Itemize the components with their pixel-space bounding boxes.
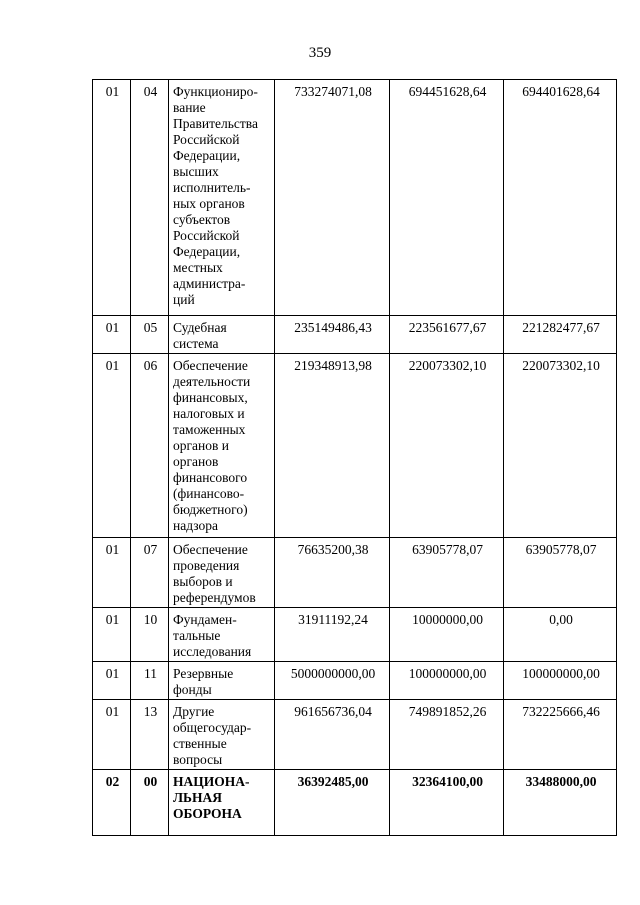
value-1: 36392485,00 — [275, 770, 390, 836]
table-row — [93, 770, 617, 836]
section-code: 01 — [93, 700, 131, 770]
value-1: 31911192,24 — [275, 608, 390, 662]
table-row — [93, 316, 617, 354]
section-code: 01 — [93, 316, 131, 354]
value-1: 5000000000,00 — [275, 662, 390, 700]
table-row — [93, 662, 617, 700]
subsection-code: 00 — [131, 770, 169, 836]
subsection-code: 04 — [131, 80, 169, 316]
value-1: 76635200,38 — [275, 538, 390, 608]
value-2: 32364100,00 — [390, 770, 504, 836]
item-name: Другие общегосудар- ственные вопросы — [169, 700, 275, 770]
value-2: 10000000,00 — [390, 608, 504, 662]
section-code: 01 — [93, 80, 131, 316]
value-3: 0,00 — [504, 608, 617, 662]
item-name: Функциониро- вание Правительства Российской Федерации, высших исполнитель- ных органов субъектов Российской Федерации, местных администра- ций — [169, 80, 275, 316]
value-2: 749891852,26 — [390, 700, 504, 770]
section-code: 02 — [93, 770, 131, 836]
subsection-code: 13 — [131, 700, 169, 770]
item-name: Судебная система — [169, 316, 275, 354]
section-code: 01 — [93, 608, 131, 662]
table-row — [93, 80, 617, 316]
subsection-code: 06 — [131, 354, 169, 538]
value-3: 732225666,46 — [504, 700, 617, 770]
page-number: 359 — [308, 45, 332, 61]
value-2: 100000000,00 — [390, 662, 504, 700]
value-2: 63905778,07 — [390, 538, 504, 608]
item-name: Обеспечение деятельности финансовых, налоговых и таможенных органов и органов финансового (финансово- бюджетного) надзора — [169, 354, 275, 538]
subsection-code: 07 — [131, 538, 169, 608]
table-row — [93, 538, 617, 608]
value-2: 220073302,10 — [390, 354, 504, 538]
section-code: 01 — [93, 354, 131, 538]
section-code: 01 — [93, 538, 131, 608]
value-1: 235149486,43 — [275, 316, 390, 354]
item-name: Обеспечение проведения выборов и референдумов — [169, 538, 275, 608]
value-1: 961656736,04 — [275, 700, 390, 770]
value-1: 733274071,08 — [275, 80, 390, 316]
value-3: 220073302,10 — [504, 354, 617, 538]
table-row — [93, 700, 617, 770]
subsection-code: 11 — [131, 662, 169, 700]
value-3: 33488000,00 — [504, 770, 617, 836]
value-2: 223561677,67 — [390, 316, 504, 354]
budget-table — [92, 79, 617, 836]
section-code: 01 — [93, 662, 131, 700]
item-name: НАЦИОНА- ЛЬНАЯ ОБОРОНА — [169, 770, 275, 836]
value-3: 221282477,67 — [504, 316, 617, 354]
value-1: 219348913,98 — [275, 354, 390, 538]
item-name: Резервные фонды — [169, 662, 275, 700]
subsection-code: 05 — [131, 316, 169, 354]
item-name: Фундамен- тальные исследования — [169, 608, 275, 662]
value-3: 63905778,07 — [504, 538, 617, 608]
value-2: 694451628,64 — [390, 80, 504, 316]
value-3: 694401628,64 — [504, 80, 617, 316]
table-row — [93, 354, 617, 538]
subsection-code: 10 — [131, 608, 169, 662]
value-3: 100000000,00 — [504, 662, 617, 700]
table-row — [93, 608, 617, 662]
